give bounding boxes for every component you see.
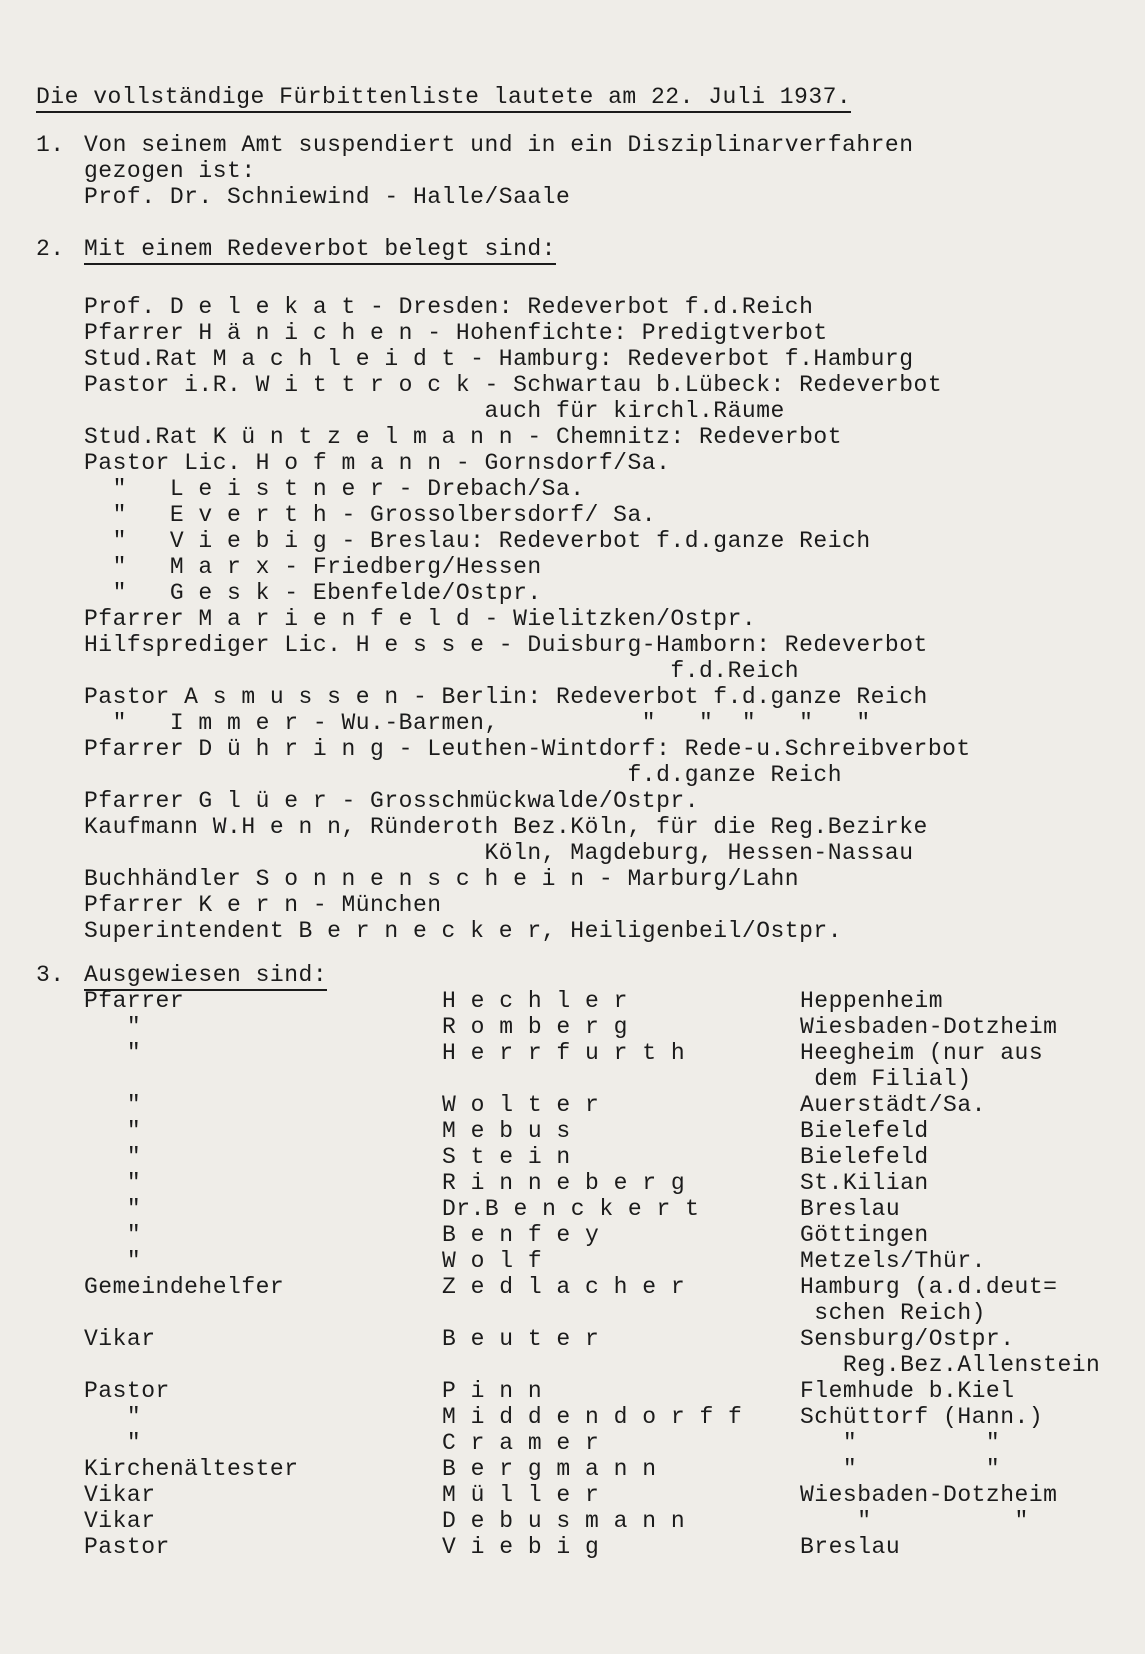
place-cell: Breslau [800, 1196, 901, 1222]
redeverbot-line: f.d.Reich [84, 658, 800, 684]
redeverbot-line: Prof. D e l e k a t - Dresden: Redeverbot f.d.Reich [84, 294, 814, 320]
role-cell: " [84, 1248, 142, 1274]
name-cell: P i n n [442, 1378, 543, 1404]
page-title: Die vollständige Fürbittenliste lautete am 22. Juli 1937. [36, 84, 851, 113]
redeverbot-line: " I m m e r - Wu.-Barmen, " " " " " [84, 710, 871, 736]
place-cell: St.Kilian [800, 1170, 929, 1196]
redeverbot-line: f.d.ganze Reich [84, 762, 843, 788]
place-cell: " " [800, 1508, 1029, 1534]
place-cell: Hamburg (a.d.deut= [800, 1274, 1058, 1300]
section-3-number: 3. [36, 962, 65, 988]
role-cell: Gemeindehelfer [84, 1274, 285, 1300]
place-cell: Wiesbaden-Dotzheim [800, 1014, 1058, 1040]
redeverbot-line: " L e i s t n e r - Drebach/Sa. [84, 476, 585, 502]
redeverbot-line: Pfarrer H ä n i c h e n - Hohenfichte: Predigtverbot [84, 320, 828, 346]
section-1-number: 1. [36, 132, 65, 158]
role-cell: " [84, 1404, 142, 1430]
role-cell: Kirchenältester [84, 1456, 299, 1482]
section-2-number: 2. [36, 236, 65, 262]
role-cell: " [84, 1196, 142, 1222]
role-cell: Vikar [84, 1508, 156, 1534]
place-cell: Bielefeld [800, 1144, 929, 1170]
role-cell: " [84, 1118, 142, 1144]
name-cell: S t e i n [442, 1144, 571, 1170]
role-cell: " [84, 1014, 142, 1040]
name-cell: M ü l l e r [442, 1482, 600, 1508]
place-cell: " " [800, 1456, 1001, 1482]
redeverbot-line: Köln, Magdeburg, Hessen-Nassau [84, 840, 914, 866]
place-cell: Auerstädt/Sa. [800, 1092, 986, 1118]
role-cell: Pastor [84, 1534, 170, 1560]
redeverbot-line: Stud.Rat M a c h l e i d t - Hamburg: Redeverbot f.Hamburg [84, 346, 914, 372]
place-cell: Breslau [800, 1534, 901, 1560]
redeverbot-line: Pastor A s m u s s e n - Berlin: Redeverbot f.d.ganze Reich [84, 684, 928, 710]
role-cell: Vikar [84, 1482, 156, 1508]
name-cell: B e u t e r [442, 1326, 600, 1352]
name-cell: H e r r f u r t h [442, 1040, 686, 1066]
place-cell: Schüttorf (Hann.) [800, 1404, 1044, 1430]
redeverbot-line: " V i e b i g - Breslau: Redeverbot f.d.ganze Reich [84, 528, 871, 554]
redeverbot-line: Buchhändler S o n n e n s c h e i n - Marburg/Lahn [84, 866, 800, 892]
section-1-line: Prof. Dr. Schniewind - Halle/Saale [84, 184, 571, 210]
name-cell: M e b u s [442, 1118, 571, 1144]
place-cell: Bielefeld [800, 1118, 929, 1144]
name-cell: H e c h l e r [442, 988, 628, 1014]
role-cell: " [84, 1040, 142, 1066]
role-cell: Pastor [84, 1378, 170, 1404]
place-cell: Heppenheim [800, 988, 944, 1014]
role-cell: Vikar [84, 1326, 156, 1352]
redeverbot-line: Kaufmann W.H e n n, Ründeroth Bez.Köln, für die Reg.Bezirke [84, 814, 928, 840]
name-cell: R o m b e r g [442, 1014, 628, 1040]
name-cell: Z e d l a c h e r [442, 1274, 686, 1300]
place-cell: " " [800, 1430, 1001, 1456]
role-cell: Pfarrer [84, 988, 185, 1014]
name-cell: R i n n e b e r g [442, 1170, 686, 1196]
section-1-line: gezogen ist: [84, 158, 256, 184]
redeverbot-line: Hilfsprediger Lic. H e s s e - Duisburg-Hamborn: Redeverbot [84, 632, 928, 658]
role-cell: " [84, 1170, 142, 1196]
redeverbot-line: " E v e r t h - Grossolbersdorf/ Sa. [84, 502, 657, 528]
name-cell: Dr.B e n c k e r t [442, 1196, 700, 1222]
redeverbot-line: Superintendent B e r n e c k e r, Heiligenbeil/Ostpr. [84, 918, 843, 944]
name-cell: W o l f [442, 1248, 543, 1274]
role-cell: " [84, 1092, 142, 1118]
name-cell: B e r g m a n n [442, 1456, 657, 1482]
redeverbot-line: auch für kirchl.Räume [84, 398, 785, 424]
redeverbot-line: Pfarrer M a r i e n f e l d - Wielitzken/Ostpr. [84, 606, 757, 632]
place-cell: Heegheim (nur aus [800, 1040, 1044, 1066]
place-cell: Göttingen [800, 1222, 929, 1248]
section-2-heading: Mit einem Redeverbot belegt sind: [84, 236, 556, 265]
place-cell: Sensburg/Ostpr. [800, 1326, 1015, 1352]
redeverbot-line: Pfarrer G l ü e r - Grosschmückwalde/Ostpr. [84, 788, 699, 814]
redeverbot-line: Pfarrer K e r n - München [84, 892, 442, 918]
section-3-heading: Ausgewiesen sind: [84, 962, 327, 991]
redeverbot-line: Stud.Rat K ü n t z e l m a n n - Chemnitz: Redeverbot [84, 424, 843, 450]
place-cell: schen Reich) [800, 1300, 986, 1326]
place-cell: Wiesbaden-Dotzheim [800, 1482, 1058, 1508]
redeverbot-line: Pastor i.R. W i t t r o c k - Schwartau b.Lübeck: Redeverbot [84, 372, 943, 398]
redeverbot-line: Pastor Lic. H o f m a n n - Gornsdorf/Sa. [84, 450, 671, 476]
place-cell: Reg.Bez.Allenstein [800, 1352, 1101, 1378]
redeverbot-line: " M a r x - Friedberg/Hessen [84, 554, 542, 580]
name-cell: D e b u s m a n n [442, 1508, 686, 1534]
name-cell: V i e b i g [442, 1534, 600, 1560]
name-cell: W o l t e r [442, 1092, 600, 1118]
role-cell: " [84, 1430, 142, 1456]
section-1-line: Von seinem Amt suspendiert und in ein Disziplinarverfahren [84, 132, 914, 158]
role-cell: " [84, 1222, 142, 1248]
name-cell: M i d d e n d o r f f [442, 1404, 743, 1430]
place-cell: dem Filial) [800, 1066, 972, 1092]
name-cell: C r a m e r [442, 1430, 600, 1456]
redeverbot-line: Pfarrer D ü h r i n g - Leuthen-Wintdorf: Rede-u.Schreibverbot [84, 736, 971, 762]
redeverbot-line: " G e s k - Ebenfelde/Ostpr. [84, 580, 542, 606]
place-cell: Metzels/Thür. [800, 1248, 986, 1274]
role-cell: " [84, 1144, 142, 1170]
name-cell: B e n f e y [442, 1222, 600, 1248]
place-cell: Flemhude b.Kiel [800, 1378, 1015, 1404]
